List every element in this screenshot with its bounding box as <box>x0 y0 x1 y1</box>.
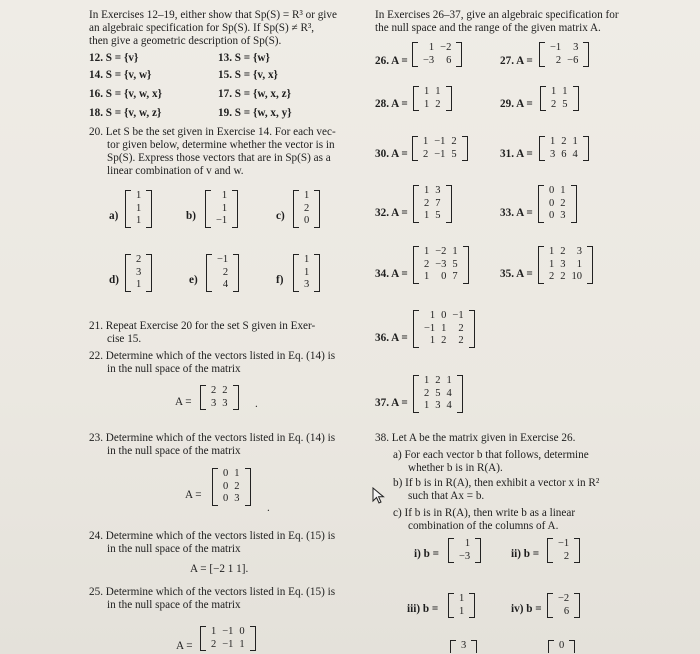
matrix-27 <box>539 42 589 67</box>
matrix-entry: 5 <box>435 387 441 399</box>
mouse-pointer-icon <box>372 487 386 505</box>
matrix-entry: 3 <box>222 397 228 409</box>
vector-b-vi-partial <box>548 640 575 653</box>
matrix-32 <box>413 185 452 223</box>
vector-b <box>205 190 238 228</box>
exercise-22-line2: in the null space of the matrix <box>107 363 241 375</box>
exercise-17: 17. S = {w, x, z} <box>218 88 291 100</box>
matrix-entry: 3 <box>560 258 566 270</box>
exercise-21-line1: 21. Repeat Exercise 20 for the set S given in Exer- <box>89 320 316 332</box>
vector-a <box>125 190 152 228</box>
matrix-entry: 2 <box>458 322 464 334</box>
matrix-entry: 3 <box>435 400 441 411</box>
matrix-entry: 0 <box>239 626 245 637</box>
exercise-38a-line2: whether b is in R(A). <box>408 462 503 474</box>
matrix-entry: 5 <box>452 258 458 270</box>
matrix-entry: 1 <box>424 210 430 221</box>
matrix-29 <box>540 86 579 111</box>
matrix-entry: −2 <box>435 246 447 257</box>
matrix-entry: −1 <box>452 310 464 321</box>
matrix-entry: −1 <box>558 538 570 549</box>
matrix-entry: 2 <box>222 266 229 278</box>
matrix-entry: 3 <box>211 397 217 409</box>
matrix-entry: 3 <box>560 210 566 221</box>
matrix-entry: 1 <box>424 86 430 97</box>
matrix-entry: 1 <box>136 202 142 214</box>
matrix-entry: 3 <box>573 42 579 53</box>
matrix-entry: 0 <box>223 480 229 492</box>
matrix-entry: 1 <box>435 86 441 97</box>
matrix-entry: 2 <box>555 54 562 66</box>
matrix-entry: 1 <box>572 136 578 147</box>
matrix-entry: 1 <box>446 375 452 386</box>
b-ii-label: ii) b = <box>511 548 540 560</box>
exercise-28-label: 28. A = <box>375 98 408 110</box>
matrix-entry: 1 <box>304 254 310 265</box>
matrix-30 <box>412 136 468 161</box>
matrix-entry: 1 <box>550 136 556 147</box>
matrix-entry: 2 <box>560 246 566 257</box>
matrix-entry: 1 <box>560 185 566 196</box>
matrix-entry: 1 <box>429 310 436 321</box>
matrix-31 <box>539 136 589 161</box>
matrix-entry: 2 <box>435 98 441 110</box>
matrix-entry: −1 <box>216 215 228 226</box>
matrix-33 <box>538 185 577 223</box>
matrix-entry: 2 <box>424 197 430 209</box>
matrix-entry: 1 <box>549 246 555 257</box>
matrix-entry: 2 <box>560 197 566 209</box>
matrix-entry: 1 <box>424 400 430 411</box>
matrix-entry: 2 <box>136 254 142 265</box>
ex22-matrix <box>200 385 239 410</box>
matrix-entry: −3 <box>423 54 435 66</box>
matrix-entry: 1 <box>562 86 568 97</box>
matrix-entry: 2 <box>561 136 567 147</box>
matrix-entry: 0 <box>223 493 229 504</box>
matrix-entry: 2 <box>211 385 217 396</box>
ex22-period: . <box>255 398 258 410</box>
matrix-entry: 1 <box>239 638 245 650</box>
matrix-entry: 3 <box>576 246 582 257</box>
exercise-15: 15. S = {v, x} <box>218 69 278 81</box>
exercise-24-line1: 24. Determine which of the vectors listed in Eq. (15) is <box>89 530 336 542</box>
exercise-12: 12. S = {v} <box>89 52 139 64</box>
matrix-entry: −1 <box>434 136 446 147</box>
b-i-label: i) b = <box>414 548 440 560</box>
vector-e <box>206 254 239 292</box>
matrix-entry: 3 <box>136 266 142 278</box>
matrix-entry: −2 <box>558 593 570 604</box>
matrix-entry: 10 <box>571 271 582 282</box>
matrix-entry: 1 <box>459 605 465 617</box>
matrix-entry: 4 <box>446 400 452 411</box>
matrix-entry: 6 <box>561 148 567 160</box>
matrix-entry: 1 <box>221 202 228 214</box>
matrix-entry: 4 <box>572 148 578 160</box>
exercise-30-label: 30. A = <box>375 148 408 160</box>
matrix-entry: 2 <box>549 271 555 282</box>
matrix-entry: −3 <box>435 258 447 270</box>
matrix-entry: 2 <box>458 335 464 346</box>
vector-d <box>125 254 152 292</box>
exercise-23-line2: in the null space of the matrix <box>107 445 241 457</box>
exercise-23-line1: 23. Determine which of the vectors listed in Eq. (14) is <box>89 432 336 444</box>
exercise-38: 38. Let A be the matrix given in Exercise 26. <box>375 432 576 444</box>
intro-12-19-line3: then give a geometric description of Sp(S). <box>89 35 282 47</box>
b-iii-label: iii) b = <box>407 603 439 615</box>
matrix-entry: 2 <box>423 148 429 160</box>
exercise-32-label: 32. A = <box>375 207 408 219</box>
matrix-entry: 0 <box>549 197 555 209</box>
exercise-38c-line1: c) If b is in R(A), then write b as a linear <box>393 507 576 519</box>
vector-b-v-partial <box>450 640 477 653</box>
matrix-entry: 1 <box>136 279 142 290</box>
matrix-entry: 0 <box>559 640 565 651</box>
matrix-37 <box>413 375 463 413</box>
matrix-entry: 2 <box>304 202 310 214</box>
matrix-entry: 6 <box>563 605 570 617</box>
vector-d-label: d) <box>109 274 119 286</box>
ex23-period: . <box>267 502 270 514</box>
exercise-25-line2: in the null space of the matrix <box>107 599 241 611</box>
matrix-entry: 1 <box>136 215 142 226</box>
exercise-22-line1: 22. Determine which of the vectors listed in Eq. (14) is <box>89 350 336 362</box>
exercise-38b-line2: such that Ax = b. <box>408 490 485 502</box>
exercise-38b-line1: b) If b is in R(A), then exhibit a vector x in R² <box>393 477 600 489</box>
matrix-entry: 0 <box>549 210 555 221</box>
matrix-entry: 1 <box>441 322 447 334</box>
exercise-21-line2: cise 15. <box>107 333 142 345</box>
matrix-entry: 0 <box>549 185 555 196</box>
matrix-entry: 1 <box>428 42 435 53</box>
exercise-36-label: 36. A = <box>375 332 408 344</box>
vector-b-i <box>448 538 481 563</box>
matrix-entry: −1 <box>222 626 234 637</box>
matrix-entry: 1 <box>304 190 310 201</box>
matrix-entry: 2 <box>441 335 447 346</box>
matrix-entry: 5 <box>435 210 441 221</box>
exercise-37-label: 37. A = <box>375 397 408 409</box>
exercise-20-line4: linear combination of v and w. <box>107 165 244 177</box>
vector-e-label: e) <box>189 274 198 286</box>
vector-f <box>293 254 320 292</box>
matrix-entry: 1 <box>136 190 142 201</box>
ex23-matrix <box>212 468 251 506</box>
matrix-entry: 1 <box>429 335 436 346</box>
matrix-entry: −1 <box>550 42 562 53</box>
vector-a-label: a) <box>109 210 119 222</box>
matrix-entry: 0 <box>441 271 447 282</box>
exercise-31-label: 31. A = <box>500 148 533 160</box>
vector-b-label: b) <box>186 210 196 222</box>
ex25-A-label: A = <box>176 640 193 652</box>
matrix-entry: 4 <box>222 279 229 290</box>
matrix-28 <box>413 86 452 111</box>
intro-26-37-line1: In Exercises 26–37, give an algebraic specification for <box>375 9 619 21</box>
matrix-entry: 1 <box>211 626 217 637</box>
matrix-entry: 2 <box>560 271 566 282</box>
matrix-34 <box>413 246 469 284</box>
matrix-26 <box>412 42 462 67</box>
matrix-entry: 7 <box>452 271 458 282</box>
matrix-entry: 2 <box>211 638 217 650</box>
matrix-entry: 1 <box>576 258 582 270</box>
matrix-entry: −6 <box>567 54 579 66</box>
matrix-entry: 2 <box>563 550 570 562</box>
exercise-26-label: 26. A = <box>375 55 408 67</box>
matrix-entry: 2 <box>234 480 240 492</box>
matrix-entry: 5 <box>562 98 568 110</box>
vector-f-label: f) <box>276 274 284 286</box>
matrix-entry: 3 <box>304 279 310 290</box>
matrix-entry: 3 <box>435 185 441 196</box>
exercise-20-line1: 20. Let S be the set given in Exercise 14. For each vec- <box>89 126 336 138</box>
matrix-entry: −2 <box>440 42 452 53</box>
matrix-entry: 0 <box>441 310 447 321</box>
matrix-entry: 1 <box>424 98 430 110</box>
matrix-entry: 6 <box>446 54 452 66</box>
ex24-equation: A = [−2 1 1]. <box>190 563 249 575</box>
exercise-13: 13. S = {w} <box>218 52 270 64</box>
ex22-A-label: A = <box>175 396 192 408</box>
exercise-20-line2: tor given below, determine whether the vector is in <box>107 139 335 151</box>
matrix-entry: 3 <box>550 148 556 160</box>
exercise-35-label: 35. A = <box>500 268 533 280</box>
intro-26-37-line2: the null space and the range of the given matrix A. <box>375 22 601 34</box>
matrix-entry: 3 <box>461 640 467 651</box>
b-iv-label: iv) b = <box>511 603 542 615</box>
matrix-entry: 3 <box>234 493 240 504</box>
exercise-27-label: 27. A = <box>500 55 533 67</box>
matrix-entry: 2 <box>222 385 228 396</box>
matrix-entry: 1 <box>234 468 240 479</box>
matrix-entry: 1 <box>424 375 430 386</box>
exercise-24-line2: in the null space of the matrix <box>107 543 241 555</box>
matrix-entry: 1 <box>459 593 465 604</box>
matrix-entry: 1 <box>221 190 228 201</box>
matrix-entry: 1 <box>551 86 557 97</box>
matrix-entry: −3 <box>459 550 471 562</box>
exercise-29-label: 29. A = <box>500 98 533 110</box>
matrix-entry: 1 <box>464 538 471 549</box>
matrix-entry: 1 <box>549 258 555 270</box>
matrix-entry: 2 <box>451 136 457 147</box>
exercise-25-line1: 25. Determine which of the vectors listed in Eq. (15) is <box>89 586 336 598</box>
exercise-38c-line2: combination of the columns of A. <box>408 520 559 532</box>
vector-b-iii <box>448 593 475 618</box>
matrix-entry: −1 <box>424 322 436 334</box>
matrix-entry: 0 <box>304 215 310 226</box>
matrix-entry: 7 <box>435 197 441 209</box>
exercise-16: 16. S = {v, w, x} <box>89 88 163 100</box>
exercise-34-label: 34. A = <box>375 268 408 280</box>
matrix-entry: −1 <box>222 638 234 650</box>
matrix-entry: 5 <box>451 148 457 160</box>
matrix-entry: 4 <box>446 387 452 399</box>
matrix-35 <box>538 246 593 284</box>
matrix-entry: 1 <box>452 246 458 257</box>
exercise-19: 19. S = {w, x, y} <box>218 107 292 119</box>
matrix-entry: 2 <box>424 387 430 399</box>
exercise-38a-line1: a) For each vector b that follows, determine <box>393 449 589 461</box>
exercise-18: 18. S = {v, w, z} <box>89 107 162 119</box>
vector-b-iv <box>547 593 580 618</box>
vector-c-label: c) <box>276 210 285 222</box>
matrix-entry: 1 <box>424 246 430 257</box>
matrix-entry: 2 <box>424 258 430 270</box>
matrix-entry: 0 <box>223 468 229 479</box>
exercise-20-line3: Sp(S). Express those vectors that are in Sp(S) as a <box>107 152 331 164</box>
matrix-entry: −1 <box>434 148 446 160</box>
intro-12-19-line2: an algebraic specification for Sp(S). If Sp(S) ≠ R³, <box>89 22 315 34</box>
vector-c <box>293 190 320 228</box>
ex23-A-label: A = <box>185 489 202 501</box>
matrix-entry: 2 <box>551 98 557 110</box>
ex25-matrix <box>200 626 256 651</box>
matrix-entry: 1 <box>423 136 429 147</box>
exercise-14: 14. S = {v, w} <box>89 69 152 81</box>
matrix-entry: 1 <box>304 266 310 278</box>
matrix-36 <box>413 310 475 348</box>
intro-12-19-line1: In Exercises 12–19, either show that Sp(S) = R³ or give <box>89 9 337 21</box>
matrix-entry: 1 <box>424 185 430 196</box>
matrix-entry: 2 <box>435 375 441 386</box>
matrix-entry: −1 <box>217 254 229 265</box>
vector-b-ii <box>547 538 580 563</box>
matrix-entry: 1 <box>424 271 430 282</box>
exercise-33-label: 33. A = <box>500 207 533 219</box>
